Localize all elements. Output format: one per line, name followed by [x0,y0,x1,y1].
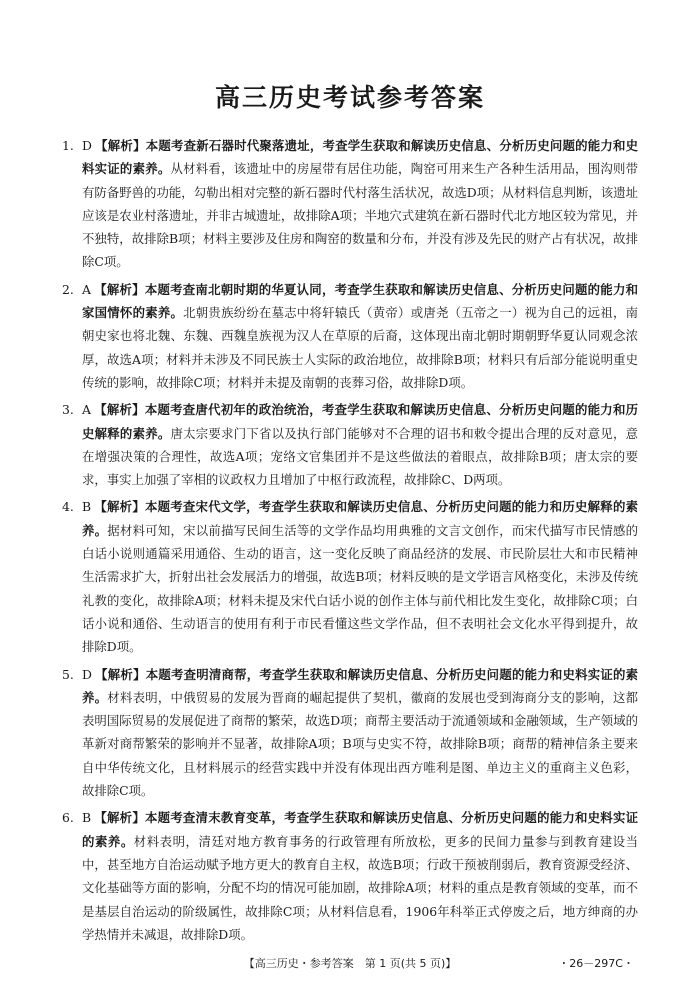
answer-text [82,134,638,274]
analysis-body: 唐太宗要求门下省以及执行部门能够对不合理的诏书和敕令提出合理的反对意见，意在增强决策的合理性，故选A项；宠络文官集团并不是这些做法的着眼点，故排除B项；唐太宗的要求，事实上加强了宰相的议政权力且增加了中枢行政流程，故排除C、D两项。 [82,425,639,488]
answer-choice: B [82,499,92,515]
answer-item [62,806,638,946]
answer-choice: D [82,138,92,153]
analysis-intro: 【解析】本题考查明清商帮，考查学生获取和解读历史信息、分析历史问题的能力和史料实证的素养。 [82,666,638,705]
analysis-intro: 【解析】本题考查南北朝时期的华夏认同，考查学生获取和解读历史信息、分析历史问题的能力和家国情怀的素养。 [82,281,638,321]
answer-list [62,134,638,950]
question-number: 1. [62,138,74,153]
answer-text [82,663,638,803]
answer-choice: A [82,281,91,297]
answer-text [82,495,638,658]
analysis-intro: 【解析】本题考查清末教育变革，考查学生获取和解读历史信息、分析历史问题的能力和史料实证的素养。 [82,810,638,849]
question-number: 4. [62,499,74,515]
question-number: 5. [62,666,74,682]
analysis-body: 北朝贵族纷纷在墓志中将轩辕氏（黄帝）或唐尧（五帝之一）视为自己的远祖，南朝史家也将北魏、东魏、西魏皇族视为汉人在草原的后裔，这体现出南北朝时期朝野华夏认同观念浓厚，故选A项；材料并未涉及不同民族士人实际的政治地位，故排除B项；材料只有后部分能说明重史传统的影响，故排除C项；材料并未提及南朝的丧葬习俗，故排除D项。 [82,305,639,390]
page-title: 高三历史考试参考答案 [214,83,485,112]
answer-text [82,806,638,946]
answer-text [82,398,638,491]
question-number: 3. [62,402,74,418]
answer-item [62,663,638,803]
analysis-body: 从材料看，该遗址中的房屋带有居住功能，陶窑可用来生产各种生活用品，围沟则带有防备野兽的功能，勾勒出相对完整的新石器时代村落生活状况，故选D项；从材料信息判断，该遗址应该是农业村落遗址，并非古城遗址，故排除A项；半地穴式建筑在新石器时代北方地区较为常见，并不独特，故排除B项；材料主要涉及住房和陶窑的数量和分布，并没有涉及先民的财产占有状况，故排除C项。 [82,161,639,270]
answer-choice: B [82,810,92,826]
answer-text [82,278,638,394]
answer-choice: D [82,666,92,682]
question-number: 6. [62,810,74,826]
analysis-body: 据材料可知，宋以前描写民间生活等的文学作品均用典雅的文言文创作，而宋代描写市民情感的白话小说则通篇采用通俗、生动的语言，这一变化反映了商品经济的发展、市民阶层壮大和市民精神生活需求扩大，折射出社会发展活力的增强，故选B项；材料反映的是文学语言风格变化，未涉及传统礼教的变化，故排除A项；材料未提及宋代白话小说的创作主体与前代相比发生变化，故排除C项；白话小说和通俗、生动语言的使用有利于市民看懂这些文学作品，但不表明社会文化水平得到提升，故排除D项。 [82,522,639,655]
analysis-body: 材料表明，清廷对地方教育事务的行政管理有所放松，更多的民间力量参与到教育建设当中，甚至地方自治运动赋予地方更大的教育自主权，故选B项；行政干预被削弱后，教育资源受经济、文化基础等方面的影响，分配不均的情况可能加剧，故排除A项；材料的重点是教育领域的变革，而不是基层自治运动的阶级属性，故排除C项；从材料信息看，1906年科举正式停废之后，地方绅商的办学热情并未减退，故排除D项。 [82,833,639,942]
analysis-intro: 【解析】本题考查唐代初年的政治统治，考查学生获取和解读历史信息、分析历史问题的能力和历史解释的素养。 [82,402,638,441]
answer-item [62,134,638,274]
footer-code: ・26－297C・ [558,957,634,970]
answer-item [62,495,638,658]
analysis-intro: 【解析】本题考查新石器时代聚落遗址，考查学生获取和解读历史信息、分析历史问题的能力和史料实证的素养。 [82,138,638,177]
answer-choice: A [82,402,91,418]
analysis-intro: 【解析】本题考查宋代文学，考查学生获取和解读历史信息、分析历史问题的能力和历史解释的素养。 [82,499,638,538]
question-number: 2. [62,281,74,297]
answer-item [62,398,638,491]
analysis-body: 材料表明，中俄贸易的发展为晋商的崛起提供了契机，徽商的发展也受到海商分支的影响，这都表明国际贸易的发展促进了商帮的繁荣，故选D项；商帮主要活动于流通领域和金融领域，生产领域的革新对商帮繁荣的影响并不显著，故排除A项；B项与史实不符，故排除B项；商帮的精神信条主要来自中华传统文化，且材料展示的经营实践中并没有体现出西方唯利是图、单边主义的重商主义色彩，故排除C项。 [82,689,639,799]
answer-item [62,278,638,394]
footer-page-info: 【高三历史・参考答案 第 1 页(共 5 页)】 [243,957,457,970]
